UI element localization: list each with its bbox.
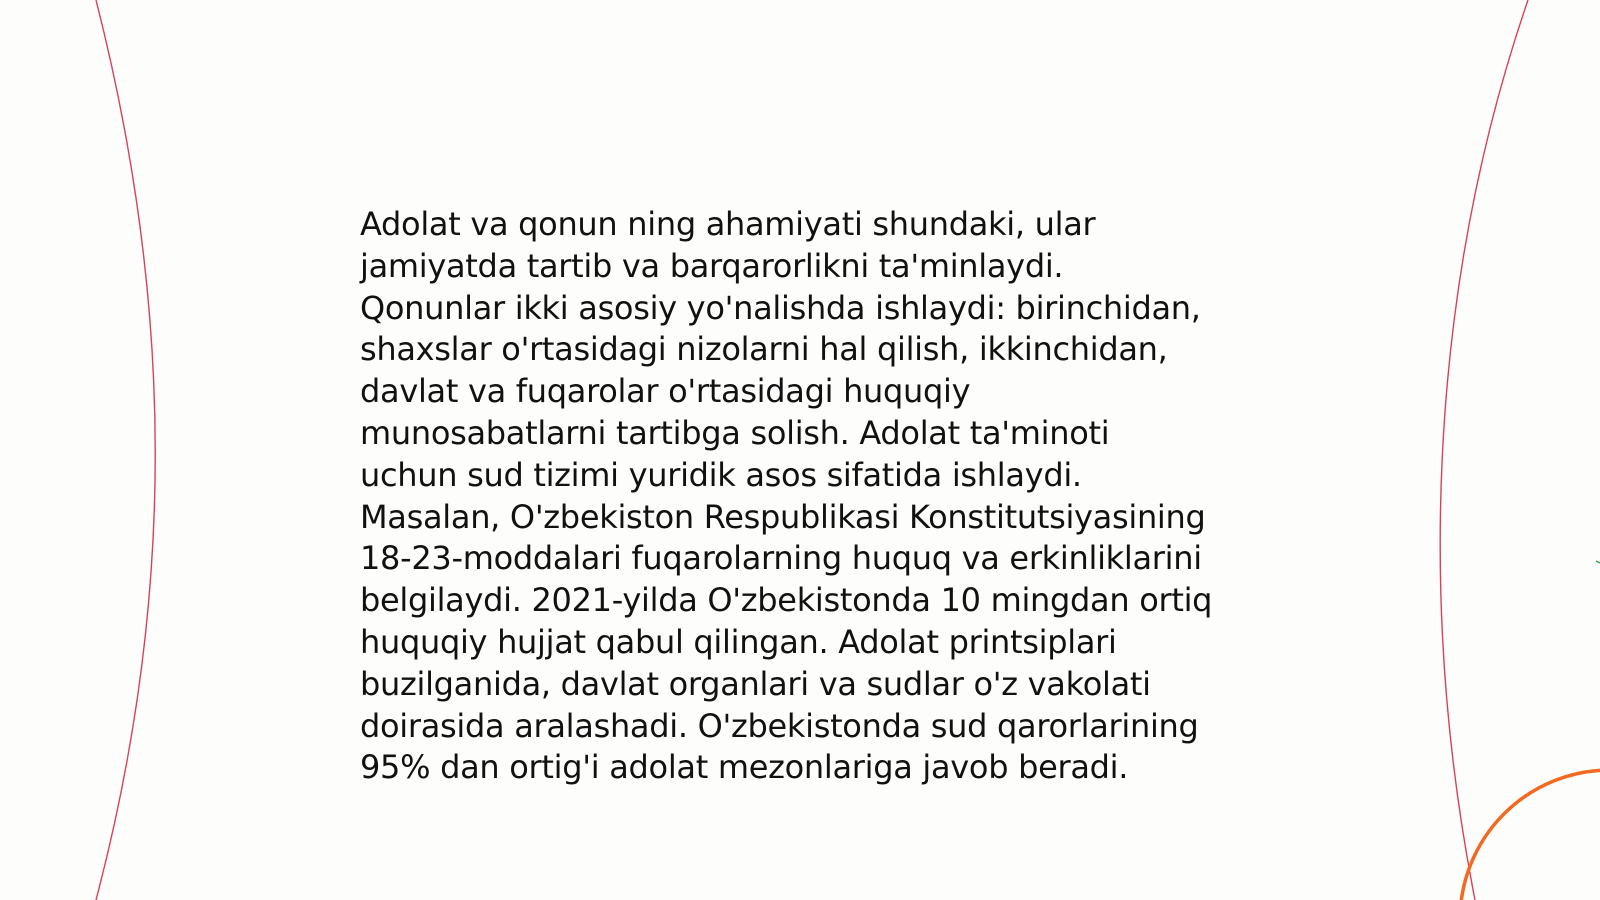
green-tick-mark xyxy=(1596,561,1600,563)
accent-circle-outline xyxy=(1460,770,1600,900)
paragraph-line: buzilganida, davlat organlari va sudlar o'z vakolati xyxy=(360,664,1151,703)
paragraph-line: shaxslar o'rtasidagi nizolarni hal qilish, ikkinchidan, xyxy=(360,330,1168,369)
paragraph-line: jamiyatda tartib va barqarorlikni ta'minlaydi. xyxy=(360,246,1064,285)
paragraph-line: belgilaydi. 2021-yilda O'zbekistonda 10 mingdan ortiq xyxy=(360,581,1213,620)
right-curve-line xyxy=(1440,0,1528,900)
paragraph-line: davlat va fuqarolar o'rtasidagi huquqiy xyxy=(360,372,971,411)
paragraph-line: munosabatlarni tartibga solish. Adolat ta'minoti xyxy=(360,413,1110,452)
paragraph-line: Qonunlar ikki asosiy yo'nalishda ishlaydi: birinchidan, xyxy=(360,288,1201,327)
paragraph-line: Adolat va qonun ning ahamiyati shundaki, ular xyxy=(360,205,1096,243)
body-paragraph xyxy=(360,204,1260,789)
paragraph-line: 18-23-moddalari fuqarolarning huquq va erkinliklarini xyxy=(360,539,1202,578)
paragraph-line: huquqiy hujjat qabul qilingan. Adolat printsiplari xyxy=(360,622,1117,661)
paragraph-line: 95% dan ortig'i adolat mezonlariga javob beradi. xyxy=(360,748,1129,787)
left-curve-line xyxy=(96,0,155,900)
paragraph-line: doirasida aralashadi. O'zbekistonda sud qarorlarining xyxy=(360,706,1199,745)
paragraph-line: Masalan, O'zbekiston Respublikasi Konstitutsiyasining xyxy=(360,497,1206,536)
paragraph-line: uchun sud tizimi yuridik asos sifatida ishlaydi. xyxy=(360,455,1082,494)
